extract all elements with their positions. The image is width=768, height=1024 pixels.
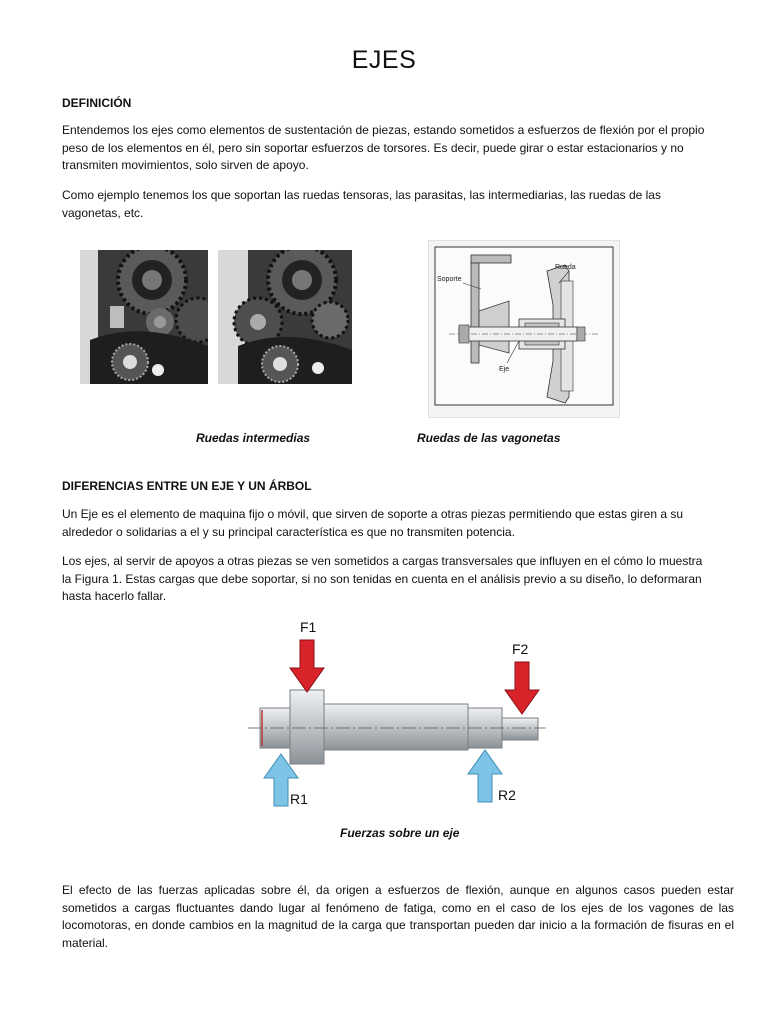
photo-gears-left — [80, 250, 208, 384]
gears-left-image — [80, 250, 208, 384]
heading-diferencias: DIFERENCIAS ENTRE UN EJE Y UN ÁRBOL — [62, 479, 312, 493]
label-r1: R1 — [290, 791, 308, 807]
paragraph-definicion-1: Entendemos los ejes como elementos de sustentación de piezas, estando sometidos a esfuerzos de flexión por el propio peso de los elementos en él, pero sin soportar esfuerzos de torsores. Es decir, puede girar o estar estacionarios y no transmiten movimientos, solo sirven de apoyo. — [62, 123, 705, 172]
reaction-arrow-r2 — [468, 750, 502, 802]
paragraph-definicion-2: Como ejemplo tenemos los que soportan las ruedas tensoras, las parasitas, las intermediarias, las ruedas de las vagonetas, etc. — [62, 188, 661, 220]
label-eje: Eje — [499, 366, 510, 373]
paragraph-diferencias-2: Los ejes, al servir de apoyos a otras piezas se ven sometidos a cargas transversales que influyen en el cómo lo muestra la Figura 1. Estas cargas que debe soportar, si no son tenidas en cuenta en el análisis previo a su diseño, lo deformaran hasta hacerlo fallar. — [62, 554, 703, 603]
paragraph-efecto-fuerzas: El efecto de las fuerzas aplicadas sobre él, da origen a esfuerzos de flexión, aunque en algunos casos pueden estar sometidos a cargas fluctuantes dando lugar al fenómeno de fatiga, como en el caso de los ejes de los vagones de las locomotoras, en donde cambios en la magnitud de la carga que transportan pueden dar inicio a la formación de fisuras en el material. — [62, 883, 734, 950]
label-r2: R2 — [498, 787, 516, 803]
heading-definicion: DEFINICIÓN — [62, 96, 132, 110]
wagon-wheel-drawing — [429, 241, 619, 417]
drawing-wagon-wheel — [428, 240, 620, 418]
label-f1: F1 — [300, 619, 317, 635]
label-soporte: Soporte — [437, 276, 462, 283]
caption-fuerzas-eje: Fuerzas sobre un eje — [340, 826, 460, 840]
shaft — [248, 690, 546, 764]
caption-ruedas-vagonetas: Ruedas de las vagonetas — [417, 431, 561, 445]
gears-right-image — [218, 250, 352, 384]
force-arrow-f2 — [505, 662, 539, 714]
photo-gears-right — [218, 250, 352, 384]
figure-forces-shaft — [240, 612, 560, 812]
force-arrow-f1 — [290, 640, 324, 692]
label-rueda: Rueda — [555, 264, 576, 271]
paragraph-diferencias-1: Un Eje es el elemento de maquina fijo o móvil, que sirven de soporte a otras piezas permitiendo que estas giren a su alrededor o solidarias a el y su principal característica es que no transmiten potencia. — [62, 507, 684, 539]
label-f2: F2 — [512, 641, 529, 657]
page-title: EJES — [351, 46, 417, 74]
caption-ruedas-intermedias: Ruedas intermedias — [196, 431, 311, 445]
